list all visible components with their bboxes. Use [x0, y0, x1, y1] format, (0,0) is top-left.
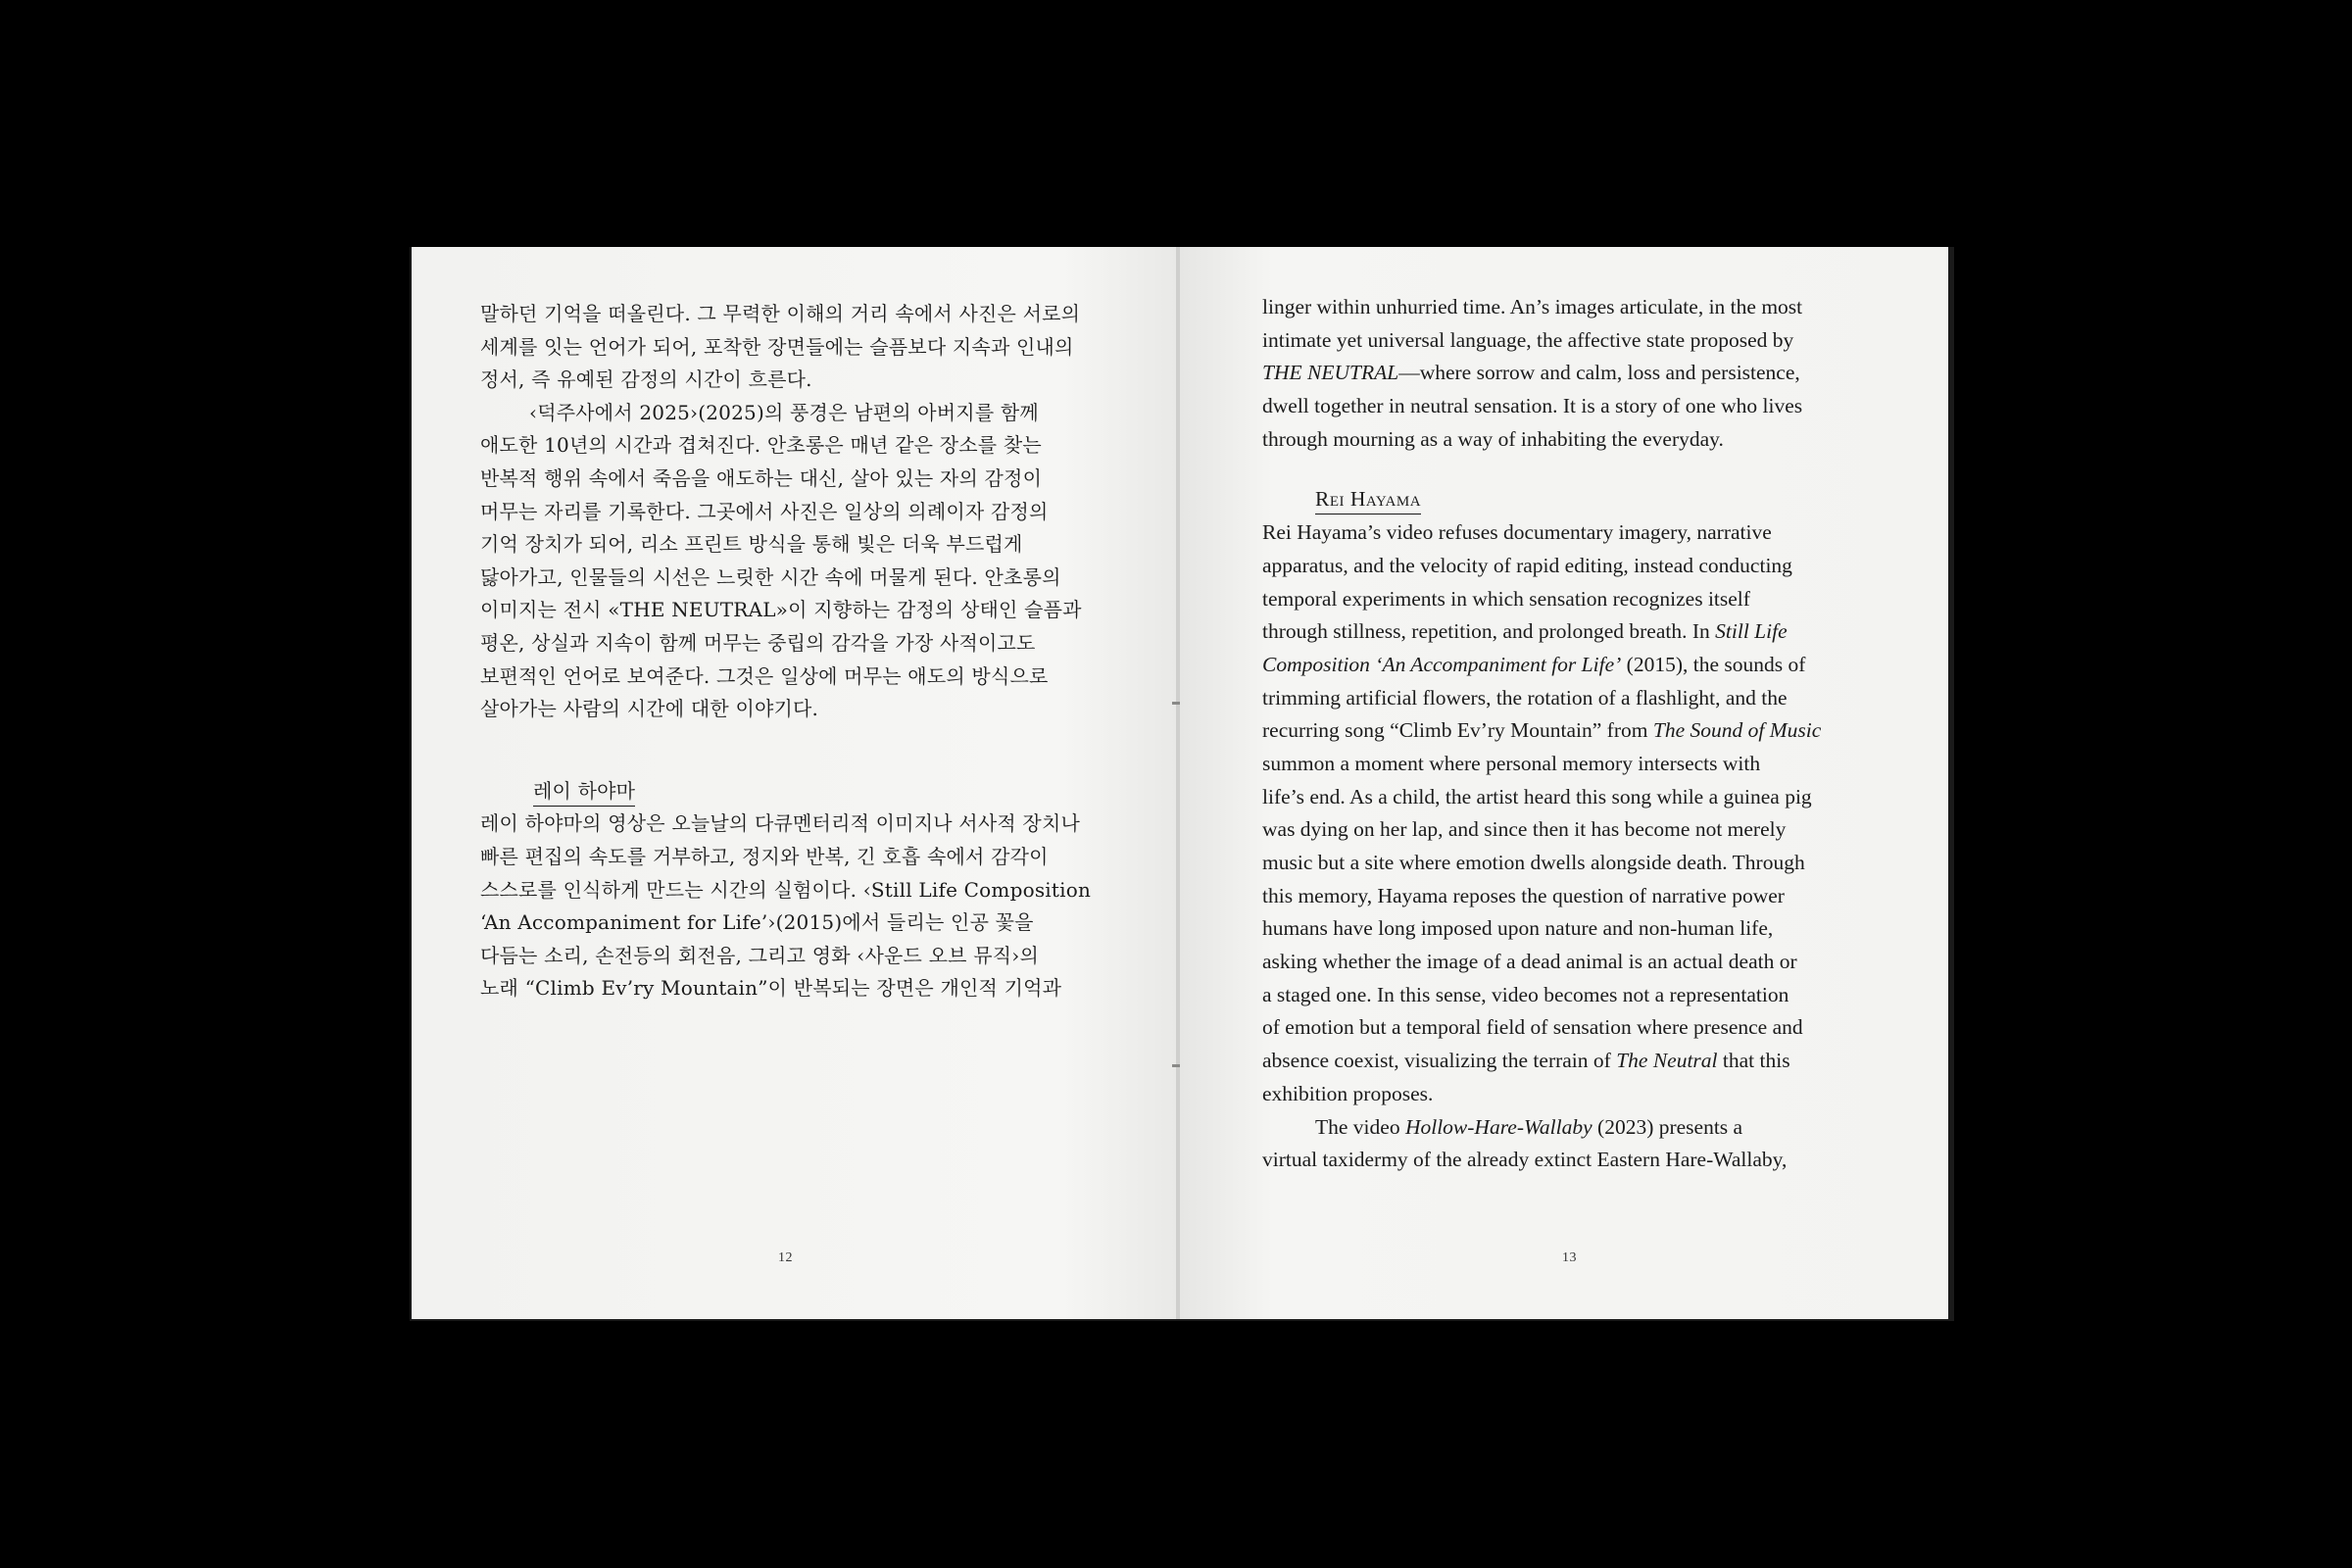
italic-title: Composition ‘An Accompaniment for Life’	[1262, 652, 1622, 676]
text-line: 정서, 즉 유예된 감정의 시간이 흐른다.	[480, 368, 812, 392]
text-line: intimate yet universal language, the affective state proposed by	[1262, 327, 1794, 352]
text-line: trimming artificial flowers, the rotation of a flashlight, and the	[1262, 685, 1788, 710]
section-gap	[1262, 456, 1889, 483]
korean-text-block	[480, 298, 1107, 1005]
text-line: 말하던 기억을 떠올린다. 그 무력한 이해의 거리 속에서 사진은 서로의	[480, 302, 1081, 325]
text-line: 빠른 편집의 속도를 거부하고, 정지와 반복, 긴 호흡 속에서 감각이	[480, 844, 1049, 868]
english-text-block	[1262, 291, 1889, 1177]
text-line: 머무는 자리를 기록한다. 그곳에서 사진은 일상의 의례이자 감정의	[480, 499, 1049, 523]
text-line: through mourning as a way of inhabiting the everyday.	[1262, 426, 1724, 451]
page-number: 13	[1562, 1250, 1577, 1265]
italic-title: The Neutral	[1616, 1049, 1718, 1073]
text-line: Composition ‘An Accompaniment for Life’ (2015), the sounds of	[1262, 652, 1806, 676]
text-line: summon a moment where personal memory intersects with	[1262, 751, 1761, 775]
text-line: recurring song “Climb Ev’ry Mountain” from The Sound of Music	[1262, 718, 1822, 743]
text-line: this memory, Hayama reposes the question of narrative power	[1262, 883, 1785, 907]
text-line: of emotion but a temporal field of sensation where presence and	[1262, 1015, 1803, 1040]
open-booklet	[410, 247, 1954, 1321]
italic-title: Hollow-Hare-Wallaby	[1404, 1114, 1592, 1139]
text-line: apparatus, and the velocity of rapid editing, instead conducting	[1262, 553, 1792, 577]
text-line: asking whether the image of a dead animal is an actual death or	[1262, 950, 1797, 974]
text-line: was dying on her lap, and since then it has become not merely	[1262, 817, 1787, 842]
text-line: 애도한 10년의 시간과 겹쳐진다. 안초롱은 매년 같은 장소를 찾는	[480, 433, 1042, 458]
text-line: dwell together in neutral sensation. It is a story of one who lives	[1262, 394, 1803, 418]
page-number: 12	[778, 1250, 793, 1265]
text-line: 보편적인 언어로 보여준다. 그것은 일상에 머무는 애도의 방식으로	[480, 663, 1049, 688]
text-line: 다듬는 소리, 손전등의 회전음, 그리고 영화 ‹사운드 오브 뮤직›의	[480, 943, 1039, 967]
text-line: through stillness, repetition, and prolonged breath. In Still Life	[1262, 619, 1788, 644]
text-line: linger within unhurried time. An’s images articulate, in the most	[1262, 295, 1803, 318]
section-heading-row	[1262, 483, 1889, 516]
text-line: 세계를 잇는 언어가 되어, 포착한 장면들에는 슬픔보다 지속과 인내의	[480, 334, 1074, 359]
text-line: 닳아가고, 인물들의 시선은 느릿한 시간 속에 머물게 된다. 안초롱의	[480, 564, 1061, 589]
text-line: 레이 하야마의 영상은 오늘날의 다큐멘터리적 이미지나 서사적 장치나	[480, 811, 1080, 836]
text-line: life’s end. As a child, the artist heard this song while a guinea pig	[1262, 784, 1812, 808]
text-line: 평온, 상실과 지속이 함께 머무는 중립의 감각을 가장 사적이고도	[480, 630, 1036, 655]
text-line: Rei Hayama’s video refuses documentary imagery, narrative	[1262, 520, 1772, 545]
text-line: The video Hollow-Hare-Wallaby (2023) presents a	[1315, 1114, 1743, 1139]
text-line: 스스로를 인식하게 만드는 시간의 실험이다. ‹Still Life Composition	[480, 877, 1092, 902]
text-line: ‘An Accompaniment for Life’›(2015)에서 들리는 인공 꽃을	[480, 910, 1034, 935]
text-line: exhibition proposes.	[1262, 1081, 1434, 1105]
text-line: 이미지는 전시 «THE NEUTRAL»이 지향하는 감정의 상태인 슬픔과	[480, 598, 1082, 622]
text-line: humans have long imposed upon nature and non-human life,	[1262, 916, 1774, 941]
text-line: absence coexist, visualizing the terrain of The Neutral that this	[1262, 1049, 1790, 1073]
text-line: temporal experiments in which sensation recognizes itself	[1262, 586, 1750, 611]
section-gap	[480, 726, 1107, 775]
left-page	[412, 247, 1176, 1319]
text-line: 기억 장치가 되어, 리소 프린트 방식을 통해 빛은 더욱 부드럽게	[480, 532, 1023, 557]
text-line: 반복적 행위 속에서 죽음을 애도하는 대신, 살아 있는 자의 감정이	[480, 466, 1043, 490]
section-heading: Rei Hayama	[1315, 484, 1421, 514]
italic-title: The Sound of Music	[1652, 718, 1822, 743]
text-line: 노래 “Climb Ev’ry Mountain”이 반복되는 장면은 개인적 기억과	[480, 976, 1062, 1001]
text-line: ‹덕주사에서 2025›(2025)의 풍경은 남편의 아버지를 함께	[529, 400, 1039, 424]
italic-title: Still Life	[1715, 619, 1788, 644]
text-line: music but a site where emotion dwells alongside death. Through	[1262, 851, 1805, 874]
text-line: a staged one. In this sense, video becomes not a representation	[1262, 982, 1789, 1006]
italic-title: THE NEUTRAL	[1262, 361, 1399, 385]
text-line: virtual taxidermy of the already extinct Eastern Hare-Wallaby,	[1262, 1148, 1788, 1172]
right-page	[1180, 247, 1948, 1319]
section-heading-row	[480, 775, 1107, 808]
text-line: 살아가는 사람의 시간에 대한 이야기다.	[480, 697, 819, 721]
text-line: THE NEUTRAL—where sorrow and calm, loss and persistence,	[1262, 361, 1800, 385]
section-heading: 레이 하야마	[533, 776, 635, 807]
